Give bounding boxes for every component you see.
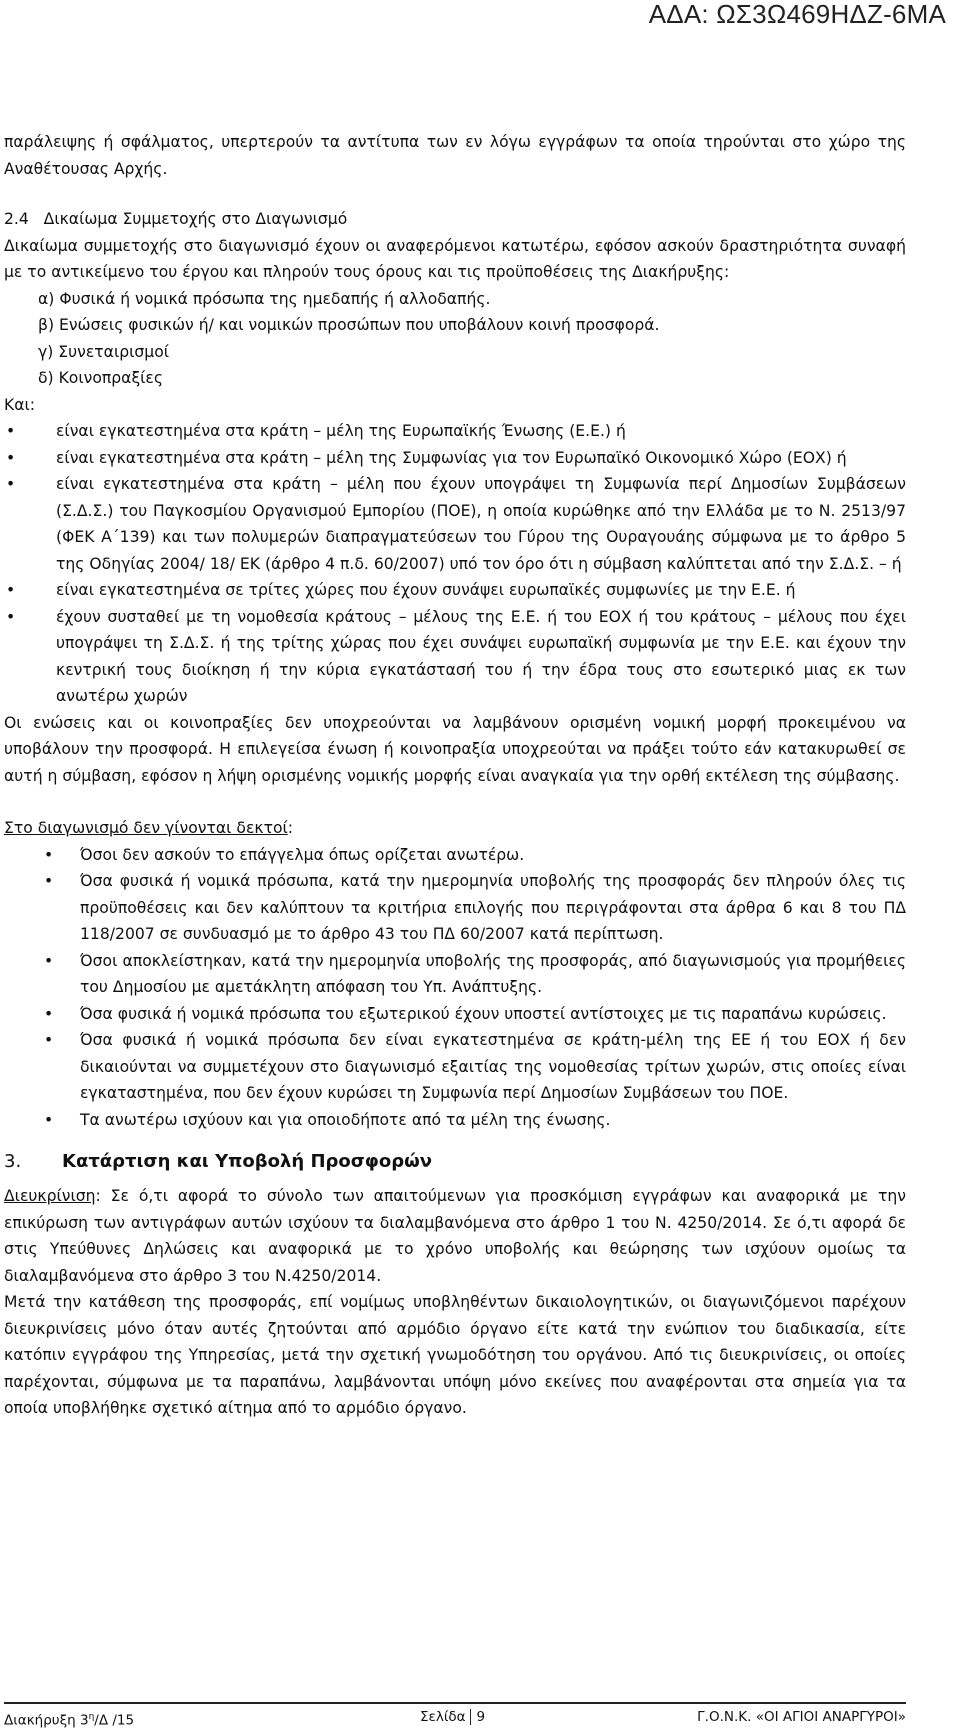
category-item: β) Ενώσεις φυσικών ή/ και νομικών προσώπων που υποβάλουν κοινή προσφορά. xyxy=(38,316,660,334)
list-item-text: Όσα φυσικά ή νομικά πρόσωπα, κατά την ημερομηνία υποβολής της προσφοράς δεν πληρούν όλες τις προϋποθέσεις και δεν καλύπτουν τα κριτήρια επιλογής που περιγράφονται στα άρθρα 6 και 8 του ΠΔ 118/2007 σε συνδυασμό με το άρθρο 43 του ΠΔ 60/2007 κατά περίπτωση. xyxy=(80,872,906,943)
list-item-text: Όσοι αποκλείστηκαν, κατά την ημερομηνία υποβολής της προσφοράς, από διαγωνισμούς για προμήθειες του Δημοσίου με αμετάκλητη απόφαση του Υπ. Ανάπτυξης. xyxy=(80,951,906,996)
list-item xyxy=(4,1027,906,1107)
ada-code: ΑΔΑ: ΩΣ3Ω469ΗΔΖ-6ΜΑ xyxy=(648,0,946,29)
list-item-text: Τα ανωτέρω ισχύουν και για οποιοδήποτε από τα μέλη της ένωσης. xyxy=(80,1110,611,1129)
spacer xyxy=(4,182,906,206)
not-accepted-title: Στο διαγωνισμό δεν γίνονται δεκτοί xyxy=(4,819,288,837)
condition-item xyxy=(4,604,906,710)
footer-ref-sup: η xyxy=(88,1712,95,1722)
list-item xyxy=(4,1107,906,1134)
unions-paragraph: Οι ενώσεις και οι κοινοπραξίες δεν υποχρεούνται να λαμβάνουν ορισμένη νομική μορφή προκειμένου να υποβάλουν την προσφορά. Η επιλεγείσα ένωση ή κοινοπραξία υποχρεούται να πράξει τούτο εάν κατακυρωθεί σε αυτή η σύμβαση, εφόσον η λήψη ορισμένης νομικής μορφής είναι αναγκαία για την ορθή εκτέλεση της σύμβασης. xyxy=(4,713,906,785)
bullet-icon: • xyxy=(6,607,16,626)
bullet-icon: • xyxy=(6,475,16,493)
condition-text: είναι εγκατεστημένα στα κράτη – μέλη της Συμφωνίας για τον Ευρωπαϊκό Οικονομικό Χώρο (ΕΟΧ) ή xyxy=(56,448,847,467)
condition-item xyxy=(4,471,906,577)
footer-ref-suffix: /Δ /15 xyxy=(94,1712,135,1729)
list-item xyxy=(4,868,906,948)
bullet-icon: • xyxy=(6,581,16,599)
condition-text: είναι εγκατεστημένα στα κράτη – μέλη της Ευρωπαϊκής Ένωσης (Ε.Ε.) ή xyxy=(56,422,626,440)
conditions-list xyxy=(4,418,906,710)
list-item xyxy=(4,948,906,1001)
bullet-icon: • xyxy=(44,1110,54,1129)
clarification-label: Διευκρίνιση xyxy=(4,1187,96,1205)
list-item-text: Όσα φυσικά ή νομικά πρόσωπα του εξωτερικού έχουν υποστεί αντίστοιχες με τις παραπάνω κυρώσεις. xyxy=(80,1004,887,1023)
page-label: Σελίδα xyxy=(420,1709,466,1725)
condition-text: είναι εγκατεστημένα σε τρίτες χώρες που έχουν συνάψει ευρωπαϊκές συμφωνίες με την Ε.Ε. ή xyxy=(56,581,796,599)
category-item: γ) Συνεταιρισμοί xyxy=(38,342,170,361)
list-item-text: Όσοι δεν ασκούν το επάγγελμα όπως ορίζεται ανωτέρω. xyxy=(80,845,525,864)
condition-item xyxy=(4,418,906,445)
bullet-icon: • xyxy=(6,448,16,467)
section-3-paragraph: Μετά την κατάθεση της προσφοράς, επί νομίμως υποβληθέντων δικαιολογητικών, οι διαγωνιζόμενοι παρέχουν διευκρινίσεις μόνο όταν αυτές ζητούνται από αρμόδιο όργανο είτε κατά την ενώπιον του διαδικασία, είτε κατόπιν εγγράφου της Υπηρεσίας, μετά την σχετική γνωμοδότηση του οργάνου. Από τις διευκρινίσεις, οι οποίες παρέχονται, σύμφωνα με τα παραπάνω, λαμβάνονται υπόψη μόνο εκείνες που αναφέρονται στα σημεία για τα οποία υποβλήθηκε σχετικό αίτημα από το αρμόδιο όργανο. xyxy=(4,1293,906,1417)
footer-page xyxy=(420,1708,485,1726)
category-item: α) Φυσικά ή νομικά πρόσωπα της ημεδαπής ή αλλοδαπής. xyxy=(38,289,491,308)
bullet-icon: • xyxy=(44,951,54,970)
list-item xyxy=(4,1001,906,1028)
condition-text: έχουν συσταθεί με τη νομοθεσία κράτους – μέλους της Ε.Ε. ή του ΕΟΧ ή του κράτους – μέλους που έχει υπογράψει τη Σ.Δ.Σ. ή της τρίτης χώρας που έχει συνάψει ευρωπαϊκή συμφωνία με την Ε.Ε. και έχουν την κεντρική τους διοίκηση ή την κύρια εγκατάστασή του ή την έδρα τους στο εσωτερικό μιας εκ των ανωτέρω χωρών xyxy=(56,607,906,705)
section-title: Κατάρτιση και Υποβολή Προσφορών xyxy=(62,1151,433,1172)
condition-text: είναι εγκατεστημένα στα κράτη – μέλη που έχουν υπογράψει τη Συμφωνία περί Δημοσίων Συμβάσεων (Σ.Δ.Σ.) του Παγκοσμίου Οργανισμού Εμπορίου (ΠΟΕ), η οποία κυρώθηκε από την Ελλάδα με το Ν. 2513/97 (ΦΕΚ Α΄139) και των πολυμερών διαπραγματεύσεων του Γύρου της Ουραγουάης σύμφωνα με το άρθρο 5 της Οδηγίας 2004/ 18/ ΕΚ (άρθρο 4 π.δ. 60/2007) υπό τον όρο ότι η σύμβαση καλύπτεται από την Σ.Δ.Σ. – ή xyxy=(56,475,906,573)
clarification-text: : Σε ό,τι αφορά το σύνολο των απαιτούμενων για προσκόμιση εγγράφων και αναφορικά με την επικύρωση των αντιγράφων αυτών ισχύουν τα διαλαμβανόμενα στο άρθρο 1 του Ν. 4250/2014. Σε ό,τι αφορά δε στις Υπεύθυνες Δηλώσεις και αναφορικά με το χρόνο υποβολής και θεώρησης των ισχύουν ομοίως τα διαλαμβανόμενα στο άρθρο 3 του Ν.4250/2014. xyxy=(4,1187,906,1285)
clarification-paragraph xyxy=(4,1183,906,1289)
bullet-icon: • xyxy=(44,845,54,864)
footer-organization: Γ.Ο.Ν.Κ. «ΟΙ ΑΓΙΟΙ ΑΝΑΡΓΥΡΟΙ» xyxy=(697,1709,906,1725)
list-item xyxy=(4,842,906,869)
document-body xyxy=(4,129,906,1422)
section-number: 3. xyxy=(4,1151,22,1172)
bullet-icon: • xyxy=(44,872,54,890)
condition-item xyxy=(4,577,906,604)
not-accepted-colon: : xyxy=(287,819,294,837)
page-number: 9 xyxy=(470,1709,486,1725)
intro-paragraph: παράλειψης ή σφάλματος, υπερτερούν τα αντίτυπα των εν λόγω εγγράφων τα οποία τηρούνται στο χώρο της Αναθέτουσας Αρχής. xyxy=(4,133,906,178)
bullet-icon: • xyxy=(44,1031,54,1049)
kai-label: Και: xyxy=(4,395,36,414)
condition-item xyxy=(4,445,906,472)
footer-ref-prefix: Διακήρυξη 3 xyxy=(4,1712,89,1729)
section-heading-2-4: 2.4 Δικαίωμα Συμμετοχής στο Διαγωνισμό xyxy=(4,210,348,228)
category-item: δ) Κοινοπραξίες xyxy=(38,369,163,387)
bullet-icon: • xyxy=(6,422,16,440)
list-item-text: Όσα φυσικά ή νομικά πρόσωπα δεν είναι εγκατεστημένα σε κράτη-μέλη της ΕΕ ή του ΕΟΧ ή δεν δικαιούνται να συμμετέχουν στο διαγωνισμό εξαιτίας της νομοθεσίας τρίτων χωρών, στις οποίες είναι εγκαταστημένα, που δεν έχουν κυρώσει τη Συμφωνία περί Δημοσίων Συμβάσεων του ΠΟΕ. xyxy=(80,1031,906,1102)
not-accepted-heading xyxy=(4,815,906,842)
section-2-4-intro: Δικαίωμα συμμετοχής στο διαγωνισμό έχουν οι αναφερόμενοι κατωτέρω, εφόσον ασκούν δραστηριότητα συναφή με το αντικείμενο του έργου και πληρούν τους όρους και τις προϋποθέσεις της Διακήρυξης: xyxy=(4,236,906,281)
spacer xyxy=(4,789,906,815)
footer-document-ref xyxy=(4,1708,134,1730)
bullet-icon: • xyxy=(44,1004,54,1023)
not-accepted-list xyxy=(4,842,906,1134)
section-heading-3 xyxy=(4,1147,906,1177)
